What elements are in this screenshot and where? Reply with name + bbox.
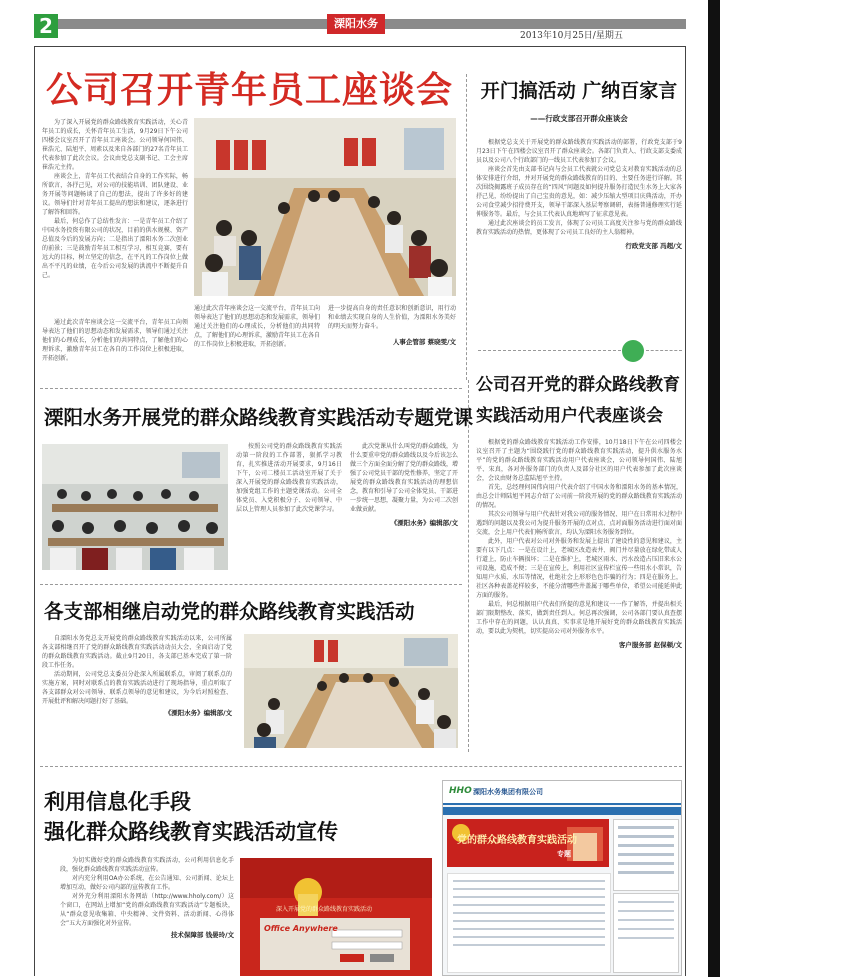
paragraph: 活动期间，公司党总支委员分赴深入所属联系点，审阅了联系点的实施方案，同时对联系点的教育实践活动进行了现场指导，重点听取了各支部群众对公司领导、联系点领导的意见和建议，为今后对照检查、开展批评和解决问题打好了基础。 [42, 671, 232, 705]
meeting-photo-1 [194, 118, 456, 296]
binding-spine [708, 0, 720, 977]
article-5 [40, 588, 462, 754]
article-3-title: 溧阳水务开展党的群众路线教育实践活动专题党课 [44, 406, 474, 429]
article-6-signature: 技术保障部 钱晏玲/文 [170, 931, 234, 939]
website-banner [447, 819, 609, 867]
paragraph: 为了深入开展党的群众路线教育实践活动，关心青年员工的成长，关怀青年员工生活，9月29日下午公司四楼会议室召开了青年员工座谈会。公司领导何国伟、崔浩元、陆旭平、周素以及来自各部门的27名青年员工代表参加了此次会议。会议由党总支副书记、工会主席崔浩元主持。 [42, 119, 188, 171]
article-3-signature: 《溧阳水务》编辑部/文 [390, 519, 458, 527]
website-company-name: 溧阳水务集团有限公司 [473, 788, 543, 796]
paragraph: 进一步提高自身的责任意识和创新意识，用行动和业绩去实现自身的人生价值，为溧阳水务美好的明天而努力奋斗。 [328, 305, 456, 330]
paragraph: 根据党的群众路线教育实践活动工作安排，10月18日下午在公司四楼会议室召开了主题为“围绕践行党的群众路线教育实践活动，提升供水服务水平”的党的群众路线教育实践活动用户代表座谈会，公司领导何国伟、陆旭平、宋真，各对外服务部门的负责人及部分社区的用户代表参加了此次座谈会，会议由财务总监陆旭平主持。 [476, 439, 682, 482]
article-1-title: 公司召开青年员工座谈会 [46, 70, 454, 111]
website-sidebar [613, 819, 679, 891]
page-number: 2 [34, 14, 58, 38]
paragraph: 通过此次青年座谈会这一交流平台，青年员工向领导表达了他们的思想动态和发展需求，领导们通过关注他们的心理成长，分析他们的共同特点，了解他们的心理诉求，激励青年员工在各自的工作岗位上积极进取，开拓创新。 [42, 319, 188, 362]
article-3-col-1 [236, 442, 342, 514]
paragraph: 自溧阳水务党总支开展党的群众路线教育实践活动以来，公司所属各支部相继召开了党的群众路线教育实践活动动员大会，全面启动了党的群众路线教育实践活动。截止9月20日，各支部已基本完成了第一阶段工作任务。 [42, 635, 232, 669]
article-2-title: 开门搞活动 广纳百家言 [480, 80, 678, 102]
meeting-photo-3 [244, 634, 458, 748]
article-1-signature: 人事企管部 蔡晓雯/文 [392, 338, 456, 346]
article-3 [40, 392, 474, 578]
issue-date: 2013年10月25日/星期五 [520, 31, 623, 41]
paragraph: 其次公司领导与用户代表针对我公司的服务情况、用户在日常用水过程中遇到的问题以及我公司为提升服务开展的点对点、点对面服务活动进行面对面交流，会上用户代表们畅所欲言，均认为溧阳水务服务到位。 [476, 511, 682, 536]
article-3-col-2 [350, 442, 458, 527]
paragraph: 通过此次座谈会的员工发言，体现了公司员工高度关注参与党的群众路线教育实践活动的热情，更体现了公司员工良好的主人翁精神。 [476, 220, 682, 236]
column-divider [466, 74, 467, 380]
section-divider [40, 766, 682, 767]
paragraph: 此外，用户代表对公司对外服务和发展上提出了建设性的意见和建议，主要有以下几点：一是在设计上，老城区改造表井、阀门井尽量放在绿化带或人行道上，防止车辆损坏；二是在维护上，老城区雨水、污水改造占压旧来水公司设施，造成不便；三是在宣传上，利用社区宣传栏宣传一些用水小常识，告知用户水质、水压等情况，杜绝社会上形形色色诈骗的行为；四是在服务上，社区各种表盖花样较多，不能分清哪些井盖属于哪些单位，希望公司能延伸此方面的服务。 [476, 538, 682, 599]
paragraph: 座谈会首先由支部书记向与会员工代表就公司党总支对教育实践活动的总体安排进行介绍，并对开展党的群众路线教育的目的、主要任务进行详解。其次围绕揭露班子成员存在的“四风”问题及如何提升服务打造民生水务上大家各抒己见，纷纷提出了自己宝贵的意见，如：减少压缩大型项目庆典活动，开办公司食堂减少招待费开支，领导干部深入基层考察调研，表扬普通修理实行延伸服务等。最后，与会员工代表认真地填写了征求意见表。 [476, 166, 682, 218]
article-5-signature: 《溧阳水务》编辑部/文 [164, 709, 232, 717]
website-news-list [447, 873, 611, 973]
article-6-body [60, 856, 234, 939]
column-divider [468, 380, 469, 752]
article-1-col-3 [194, 304, 320, 349]
article-6-title-line-1: 利用信息化手段 [44, 789, 191, 814]
article-5-col-1 [42, 634, 232, 717]
website-screenshot [442, 780, 682, 976]
article-5-title: 各支部相继启动党的群众路线教育实践活动 [44, 600, 415, 623]
section-divider [40, 388, 462, 389]
website-side-box [613, 893, 679, 973]
section-divider [478, 350, 626, 351]
paragraph: 首先，总经理何国伟向用户代表介绍了中国水务和溧阳水务的基本情况，由总会计师陆旭平同志介绍了公司前一阶段开展的党的群众路线教育实践活动的情况。 [476, 484, 682, 509]
paragraph: 座谈会上，青年员工代表结合自身的工作实际，畅所欲言，各抒己见，对公司的技能培训、团队建设、业务开展等问题畅谈了自己的想法，提出了许多好的建议。领导们针对青年员工提出的想法和建议，逐条进行了解答和回答。 [42, 173, 188, 216]
article-2-signature: 行政党支部 冯超/文 [625, 242, 682, 250]
article-4-title-line-2: 实践活动用户代表座谈会 [476, 406, 663, 426]
article-1-col-1 [42, 118, 188, 280]
oa-login-screenshot [240, 858, 432, 976]
article-1-col-4 [328, 304, 456, 346]
section-divider [646, 350, 682, 351]
section-divider [40, 584, 462, 585]
website-nav [443, 807, 682, 815]
green-dot-ornament [622, 340, 644, 362]
paragraph: 对外充分利用溧阳水务网站（http://www.hholy.com/）这个窗口，在网站上增加“党的群众路线教育实践活动”专题板块，从“群众意见收集箱、中央精神、文件资料、活动新闻、心得体会”五大方面强化对外宣传。 [60, 893, 234, 927]
paragraph: 根据党总支关于开展党的群众路线教育实践活动的部署，行政党支部于9月23日下午在四楼会议室召开了群众座谈会。各部门负责人、行政支部支委成员以及公司八个行政部门的一线员工代表参加了会议。 [476, 139, 682, 164]
website-logo: HHO [449, 786, 472, 796]
article-1 [40, 56, 460, 378]
website-banner-title: 党的群众路线教育实践活动 [457, 835, 577, 846]
meeting-photo-2 [42, 444, 228, 570]
article-1-col-2 [42, 318, 188, 363]
paragraph: 按照公司党的群众路线教育实践活动第一阶段的工作部署，狠抓学习教育，扎实推进活动开展要求，9月16日下午，公司二楼员工活动室开展了关于深入开展党的群众路线教育实践活动，加强党组工作的主题党课活动。公司全体党员、入党积极分子、公司领导、中层以上管理人员参加了此次党课学习。 [236, 443, 342, 513]
paragraph: 通过此次青年座谈会这一交流平台，青年员工向领导表达了他们的思想动态和发展需求，领导们通过关注他们的心理成长，分析他们的共同特点，了解他们的心理诉求，激励青年员工在各自的工作岗位上积极进取，开拓创新。 [194, 305, 321, 348]
article-4-signature: 客户服务部 赵保顿/文 [618, 641, 682, 649]
paragraph: 此次党课从什么叫党的群众路线，为什么要重申党的群众路线以及今后该怎么做三个方面全面分解了党的群众路线，增强了公司党员干部的党性修养，坚定了开展党的群众路线教育实践活动的理想信念，教育和引导了公司全体党员、干部进一步统一思想，凝聚力量，为公司二次创业做贡献。 [350, 443, 459, 513]
article-2 [476, 70, 682, 250]
paragraph: 对内充分利用OA办公系统，在公告通知、公司新闻、论坛上增加互动，做好公司内部的宣传教育工作。 [60, 875, 234, 891]
paragraph: 为切实做好党的群众路线教育实践活动，公司利用信息化手段，强化群众路线教育实践活动宣传。 [60, 857, 234, 873]
article-4-title-line-1: 公司召开党的群众路线教育 [476, 375, 680, 395]
article-6-title-line-2: 强化群众路线教育实践活动宣传 [44, 819, 338, 844]
oa-banner-text: 深入开展党的群众路线教育实践活动 [276, 906, 373, 913]
article-2-subtitle: ——行政支部召开群众座谈会 [530, 114, 628, 123]
oa-brand-text: Office Anywhere [264, 924, 338, 933]
paper-name-badge: 溧阳水务 [327, 14, 385, 34]
website-banner-subtitle: 专题 [557, 850, 571, 858]
paragraph: 最后，何总根据用户代表们所提的意见和建议一一作了解答，并提出相关部门限期整改、落实，做到责任到人。何总再次强调，公司各部门要认真查摆工作中存在的问题，认认真真、实事求是地开展好党的群众路线教育实践活动，要以此为契机，切实提高公司对外服务水平。 [476, 601, 682, 635]
article-4 [476, 366, 682, 649]
paragraph: 最后，何总作了总结性发言：一是青年员工介绍了中国水务投资有限公司的状况，目前的供水规模、资产总值及今后的发展方向；二是指出了溧阳水务二次创业的前景；三是鼓励青年员工相互学习，相互竞赛，要有远大的目标，树立坚定的信念，在平凡的工作岗位上做出不平凡的业绩，在今后公司发展的洪流中不断提升自己。 [42, 218, 188, 279]
